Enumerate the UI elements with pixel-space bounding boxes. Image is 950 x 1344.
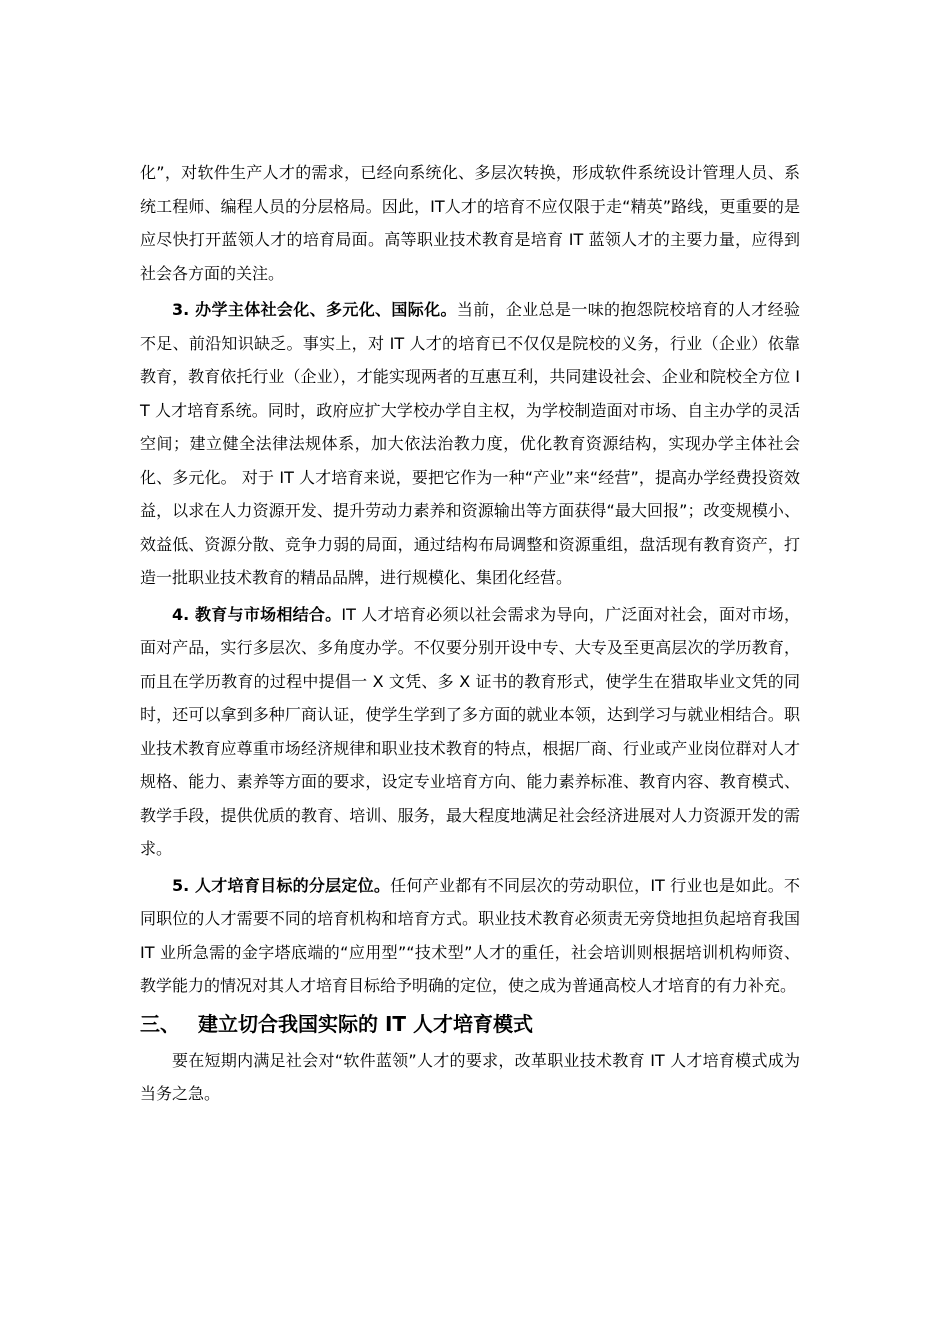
paragraph-lead: 3. 办学主体社会化、多元化、国际化。 — [172, 300, 457, 319]
paragraph-lead: 5. 人才培育目标的分层定位。 — [172, 875, 391, 895]
paragraph-text: 当前，企业总是一味的抱怨院校培育的人才经验不足、前沿知识缺乏。事实上，对 IT 人才的培育已不仅仅是院校的义务，行业（企业）依靠教育，教育依托行业（企业），才能实现两者的互惠互利，共同建设社会、企业和院校全方位 IT 人才培育系统。同时，政府应扩大学校办学自主权，为学校制造面对市场、自主办学的灵活空间；建立健全法律法规体系，加大依法治教力度，优化教育资源结构，实现办学主体社会化、多元化。 对于 IT 人才培育来说，要把它作为一种“产业”来“经营”，提高办学经费投资效益，以求在人力资源开发、提升劳动力素养和资源输出等方面获得“最大回报”；改变规模小、效益低、资源分散、竞争力弱的局面，通过结构布局调整和资源重组，盘活现有教育资产，打造一批职业技术教育的精品品牌，进行规模化、集团化经营。 — [140, 300, 800, 587]
document-page — [140, 156, 800, 1114]
paragraph-lead: 4. 教育与市场相结合。 — [172, 604, 342, 624]
paragraph-point-5 — [140, 869, 800, 1003]
paragraph-continued — [140, 156, 800, 290]
section-heading — [140, 1006, 800, 1042]
paragraph-text: 任何产业都有不同层次的劳动职位，IT 行业也是如此。不同职位的人才需要不同的培育机构和培育方式。职业技术教育必须责无旁贷地担负起培育我国 IT 业所急需的金字塔底端的“应用型”“技术型”人才的重任，社会培训则根据培训机构师资、教学能力的情况对其人才培育目标给予明确的定位，使之成为普通高校人才培育的有力补充。 — [140, 875, 800, 995]
paragraph-point-4 — [140, 598, 800, 866]
paragraph-text: IT 人才培育必须以社会需求为导向，广泛面对社会，面对市场，面对产品，实行多层次、多角度办学。不仅要分别开设中专、大专及至更高层次的学历教育，而且在学历教育的过程中提倡一 X 文凭、多 X 证书的教育形式，使学生在猎取毕业文凭的同时，还可以拿到多种厂商认证，使学生学到了多方面的就业本领，达到学习与就业相结合。职业技术教育应尊重市场经济规律和职业技术教育的特点，根据厂商、行业或产业岗位群对人才规格、能力、素养等方面的要求，设定专业培育方向、能力素养标准、教育内容、教育模式、教学手段，提供优质的教育、培训、服务，最大程度地满足社会经济进展对人力资源开发的需求。 — [140, 604, 800, 858]
section-number: 三、 — [140, 1011, 180, 1036]
paragraph-text: 化”，对软件生产人才的需求，已经向系统化、多层次转换，形成软件系统设计管理人员、系统工程师、编程人员的分层格局。因此，IT人才的培育不应仅限于走“精英”路线，更重要的是应尽快打开蓝领人才的培育局面。高等职业技术教育是培育 IT 蓝领人才的主要力量，应得到社会各方面的关注。 — [140, 163, 800, 283]
paragraph-closing — [140, 1044, 800, 1111]
paragraph-point-3 — [140, 293, 800, 595]
paragraph-text: 要在短期内满足社会对“软件蓝领”人才的要求，改革职业技术教育 IT 人才培育模式成为当务之急。 — [140, 1050, 800, 1103]
section-title: 建立切合我国实际的 IT 人才培育模式 — [198, 1011, 534, 1036]
